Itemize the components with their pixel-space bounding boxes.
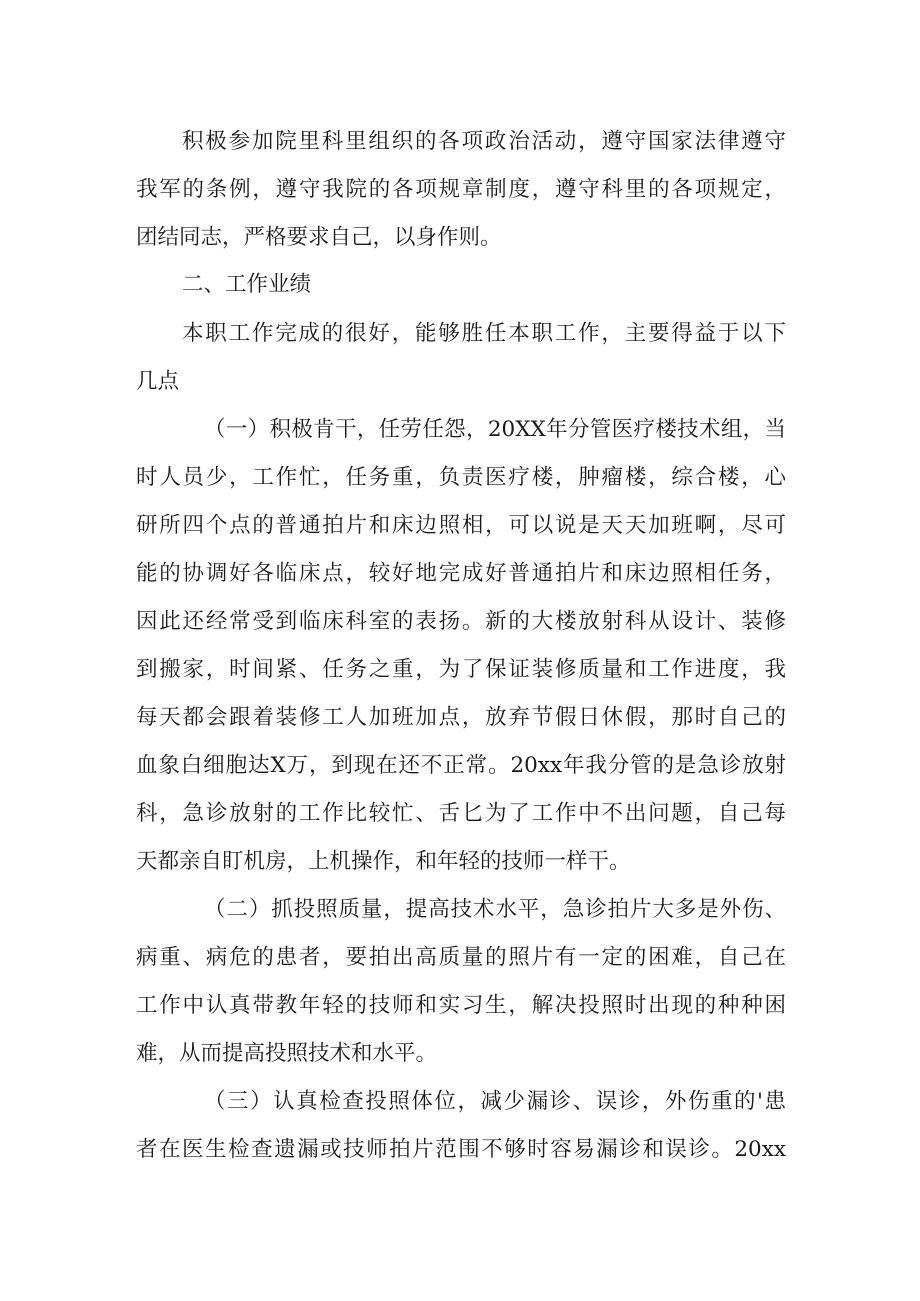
text-line: 能的协调好各临床点，较好地完成好普通拍片和床边照相任务， [136,561,786,586]
text-line: 我军的条例，遵守我院的各项规章制度，遵守科里的各项规定， [136,177,786,202]
section-heading: 二、工作业绩 [182,272,312,297]
text-line: 每天都会跟着装修工人加班加点，放弃节假日休假，那时自己的 [136,705,786,730]
text-line: 积极参加院里科里组织的各项政治活动，遵守国家法律遵守 [182,129,786,154]
text-line: 几点 [136,369,180,394]
text-line: 工作中认真带教年轻的技师和实习生，解决投照时出现的种种困 [136,993,786,1018]
text-line: 因此还经常受到临床科室的表扬。新的大楼放射科从设计、装修 [136,609,786,634]
text-line: 本职工作完成的很好，能够胜任本职工作，主要得益于以下 [182,321,786,346]
text-line: 天都亲自盯机房，上机操作，和年轻的技师一样干。 [136,849,631,874]
text-line: 时人员少，工作忙，任务重，负责医疗楼，肿瘤楼，综合楼，心 [136,465,786,490]
text-line: 到搬家，时间紧、任务之重，为了保证装修质量和工作进度，我 [136,657,786,682]
text-line: 难，从而提高投照技术和水平。 [136,1041,438,1066]
text-line: 团结同志，严格要求自己，以身作则。 [136,225,502,250]
text-line: （二）抓投照质量，提高技术水平，急诊拍片大多是外伤、 [204,897,786,922]
text-line: （一）积极肯干，任劳任怨，20XX年分管医疗楼技术组，当 [204,417,786,442]
text-line: 研所四个点的普通拍片和床边照相，可以说是天天加班啊，尽可 [136,513,786,538]
text-line: 者在医生检查遗漏或技师拍片范围不够时容易漏诊和误诊。20xx [136,1137,786,1162]
text-line: 病重、病危的患者，要拍出高质量的照片有一定的困难，自己在 [136,945,786,970]
text-line: （三）认真检查投照体位，减少漏诊、误诊，外伤重的'患 [204,1089,786,1114]
text-line: 科，急诊放射的工作比较忙、舌匕为了工作中不出问题，自己每 [136,801,786,826]
text-line: 血象白细胞达X万，到现在还不正常。20xx年我分管的是急诊放射 [136,753,786,778]
